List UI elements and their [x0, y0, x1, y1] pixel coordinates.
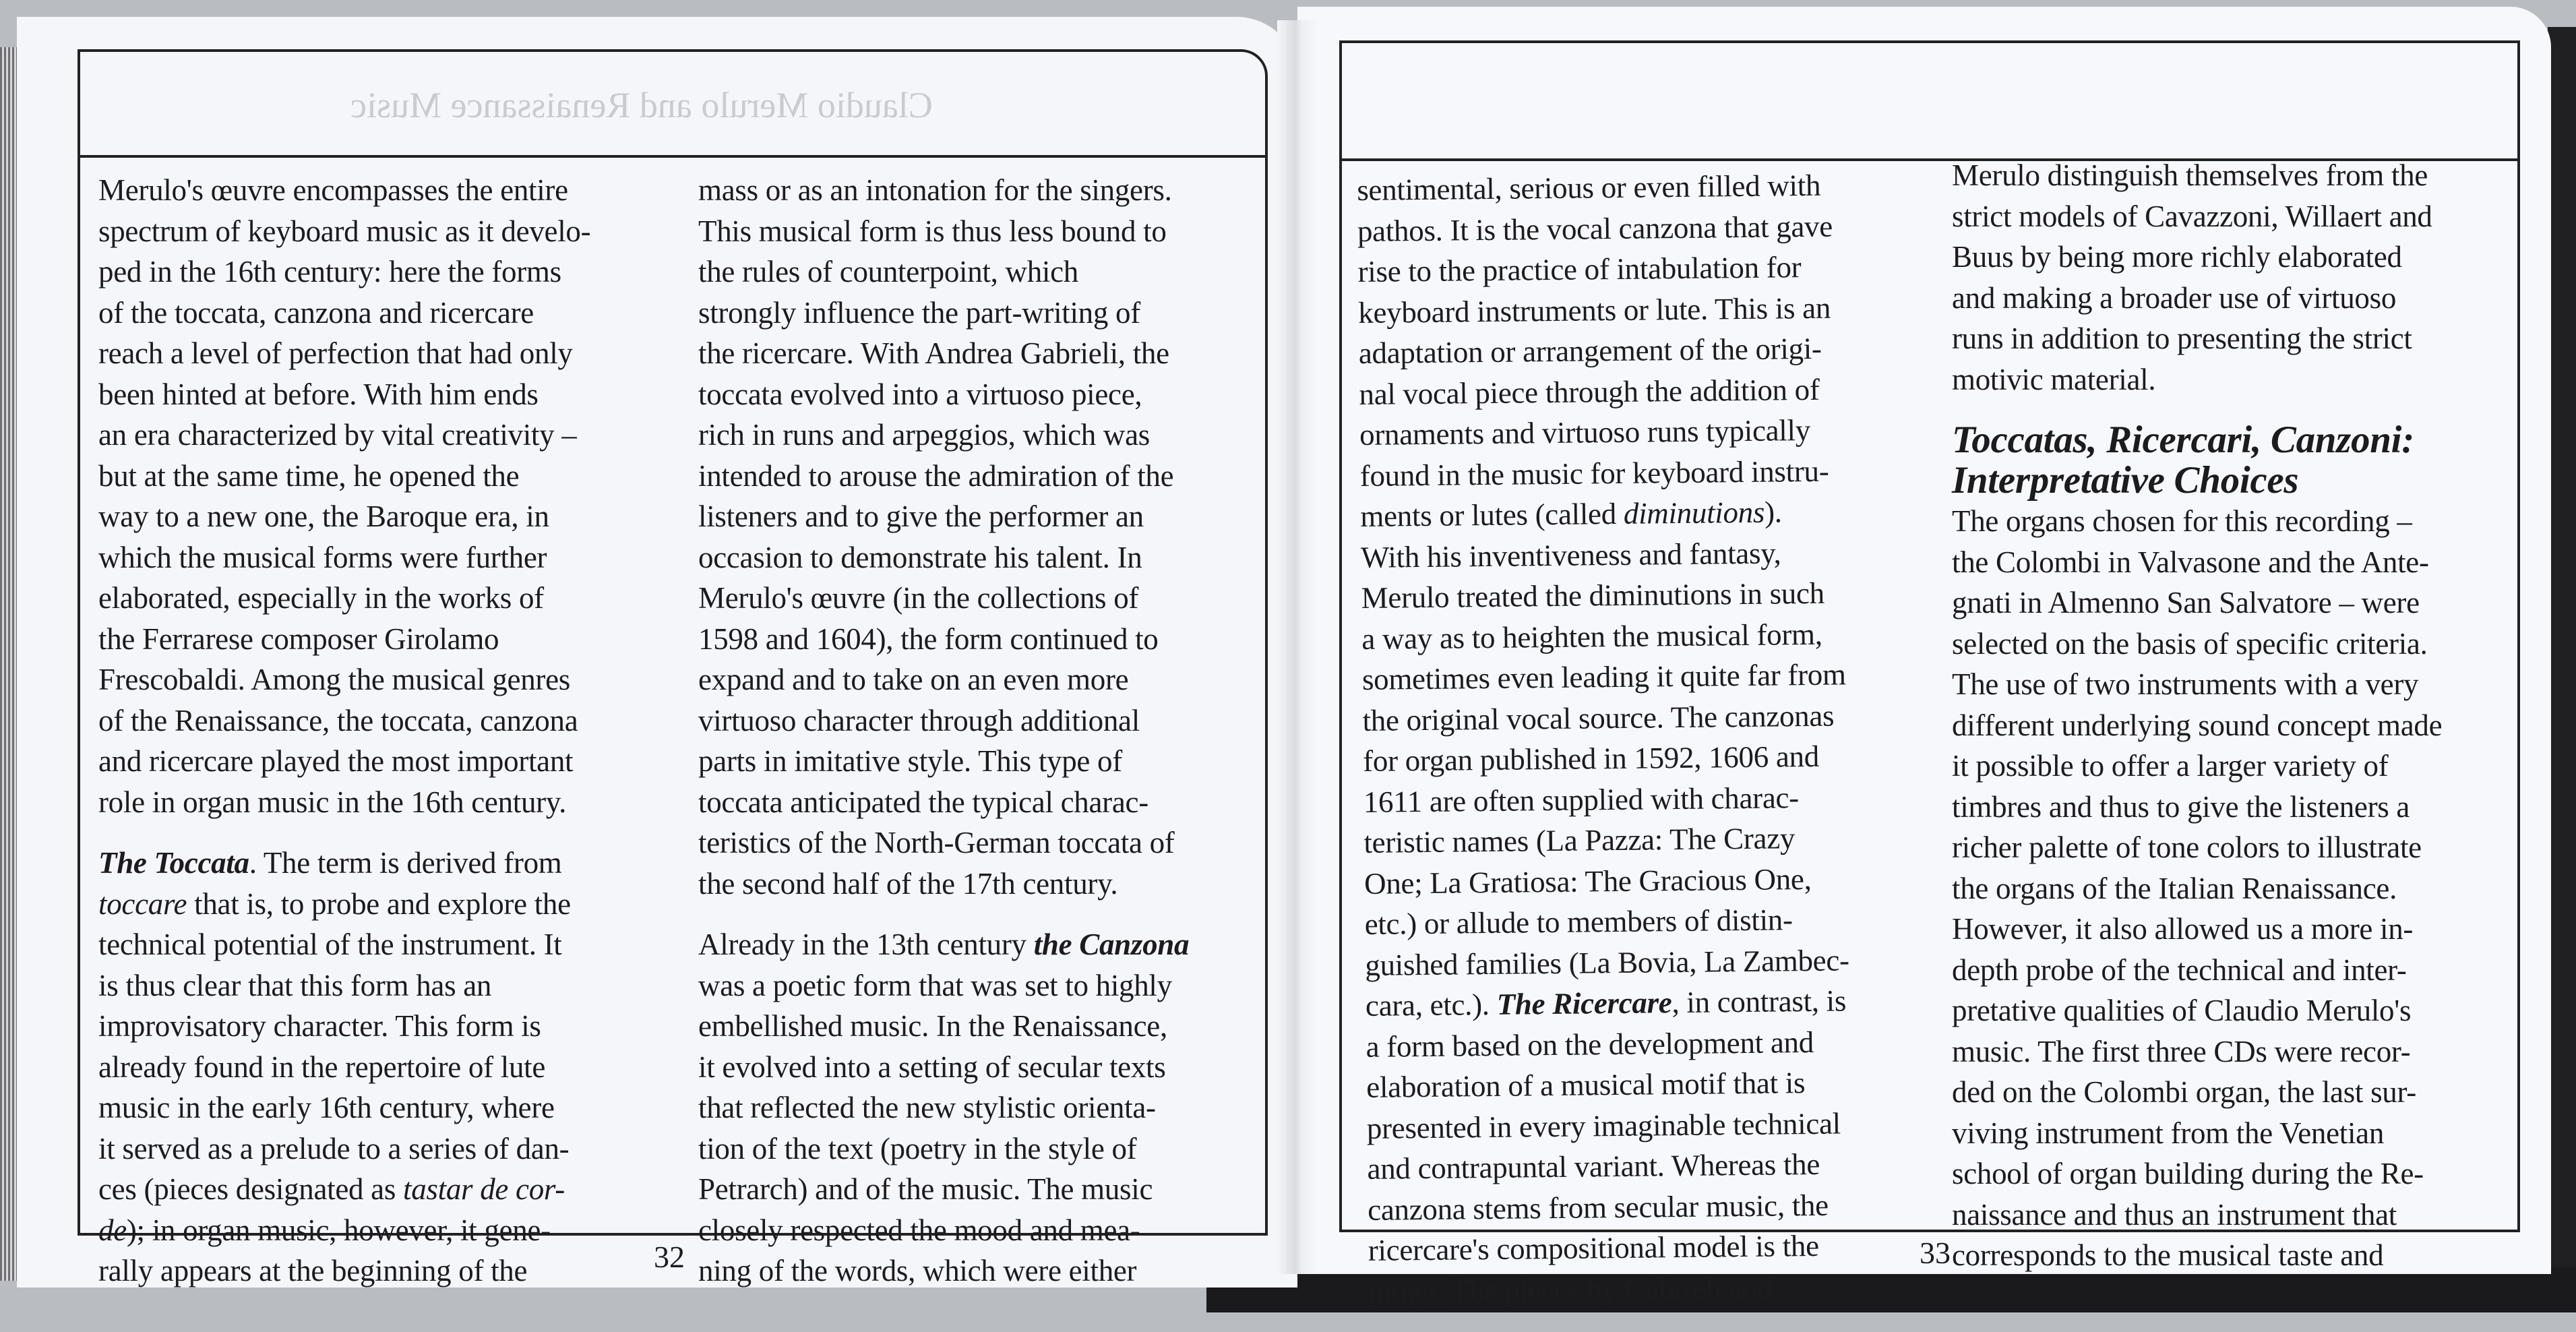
text-run: the second half of the 17th century. [698, 866, 1118, 901]
text-line [1366, 1062, 1851, 1108]
text-run: Buus by being more richly elaborated [1952, 240, 2402, 274]
text-run: parts in imitative style. This type of [698, 744, 1122, 778]
text-run: reach a level of perfection that had only [98, 336, 573, 370]
text-line [1362, 654, 1847, 700]
text-line [1357, 164, 1841, 210]
text-run: improvisatory character. This form is [98, 1009, 541, 1043]
text-run: sentimental, serious or even filled with [1357, 168, 1821, 207]
text-line [1952, 501, 2442, 542]
text-line [698, 782, 1189, 823]
text-run: naissance and thus an instrument that [1952, 1197, 2397, 1232]
text-run: selected on the basis of specific criteria. [1952, 626, 2428, 661]
text-run: school of organ building during the Re- [1952, 1157, 2424, 1190]
text-line [98, 170, 590, 211]
text-line [98, 965, 590, 1006]
text-run: runs in addition to presenting the strict [1952, 322, 2412, 355]
text-run: However, it also allowed us a more in- [1952, 912, 2414, 946]
text-line [1363, 735, 1847, 781]
text-run: canzona stems from secular music, the [1367, 1188, 1829, 1227]
text-line [98, 1250, 590, 1292]
text-line [698, 211, 1189, 252]
text-run: intended to arouse the admiration of the [698, 458, 1174, 493]
running-head-showthrough: Claudio Merulo and Renaissance Music [350, 85, 933, 125]
text-line [698, 924, 1189, 965]
text-run: toccata anticipated the typical charac- [698, 785, 1148, 819]
text-line [1361, 532, 1845, 578]
paragraph [1952, 501, 2442, 1276]
text-run: strict models of Cavazzoni, Willaert and [1952, 199, 2432, 233]
text-line [698, 1250, 1189, 1292]
text-run: ments or lutes (called [1360, 496, 1624, 533]
text-line [698, 700, 1189, 741]
text-line [98, 1047, 590, 1088]
text-run: of the Renaissance, the toccata, canzona [98, 703, 578, 737]
text-line [98, 1087, 590, 1128]
text-line [98, 374, 590, 415]
text-run: With his inventiveness and fantasy, [1360, 535, 1781, 574]
text-run: the Colombi in Valvasone and the Ante- [1952, 545, 2429, 579]
text-line [98, 1169, 590, 1210]
text-line [1368, 1225, 1852, 1271]
book-cover-edge [2548, 27, 2576, 1281]
text-line [1952, 278, 2442, 319]
text-line [1952, 1113, 2442, 1154]
text-line [1359, 450, 1844, 496]
text-run: rally appears at the beginning of the [98, 1254, 528, 1288]
text-run: Merulo treated the diminutions in such [1361, 576, 1825, 615]
text-run: is thus clear that this form has an [98, 968, 492, 1002]
text-run: that is, to probe and explore the [187, 886, 571, 921]
text-line [1952, 624, 2442, 665]
text-line [698, 293, 1189, 334]
text-line [1952, 664, 2442, 705]
right-page-column-1 [1357, 164, 1853, 1331]
text-line [98, 700, 590, 741]
text-line [1952, 155, 2442, 196]
text-run: already found in the repertoire of lute [98, 1050, 546, 1084]
text-line [698, 1047, 1189, 1088]
text-run: ricercare's compositional model is the [1368, 1228, 1819, 1267]
text-line [1359, 409, 1844, 455]
text-run: ded on the Colombi organ, the last sur- [1952, 1075, 2416, 1109]
text-line [98, 251, 590, 293]
section-heading [1952, 420, 2442, 501]
text-run: presented in every imaginable technical [1366, 1106, 1841, 1145]
text-line [98, 333, 590, 374]
text-line [98, 741, 590, 782]
text-run: a form based on the development and [1366, 1025, 1814, 1064]
text-run: closely respected the mood and mea- [698, 1213, 1140, 1247]
text-run: elaborated, especially in the works of [98, 581, 544, 615]
text-line [1952, 318, 2442, 359]
text-run: listeners and to give the performer an [698, 500, 1144, 533]
text-run: and making a broader use of virtuoso [1952, 280, 2397, 315]
text-run: Already in the 13th century [698, 928, 1034, 961]
text-line [98, 496, 590, 537]
left-header-divider [78, 155, 1265, 158]
text-run: teristics of the North-German toccata of [698, 826, 1175, 859]
text-line [698, 822, 1189, 864]
text-line [1952, 746, 2442, 787]
paragraph [698, 924, 1189, 1292]
text-line [1952, 787, 2442, 828]
text-line [1952, 1072, 2442, 1113]
text-line [1358, 287, 1843, 333]
text-run: virtuoso character through additional [698, 703, 1140, 737]
text-line [1365, 940, 1849, 986]
text-line [1362, 695, 1847, 741]
text-line [1952, 868, 2442, 909]
text-run: which the musical forms were further [98, 540, 547, 574]
text-run: and ricercare played the most important [98, 744, 574, 778]
text-run: it possible to offer a larger variety of [1952, 749, 2389, 783]
text-run: richer palette of tone colors to illustrate [1952, 830, 2422, 864]
text-run: music in the early 16th century, where [98, 1091, 555, 1124]
text-line [698, 578, 1189, 619]
text-line [698, 1006, 1189, 1047]
text-run: the organs of the Italian Renaissance. [1952, 871, 2397, 905]
text-run: etc.) or allude to members of distin- [1364, 903, 1793, 941]
text-run: way to a new one, the Baroque era, in [98, 500, 549, 533]
text-run: nal vocal piece through the addition of [1359, 372, 1820, 411]
text-run: pathos. It is the vocal canzona that gave [1357, 209, 1833, 248]
text-line [1357, 206, 1842, 251]
text-line [1952, 827, 2442, 868]
italic-term: tastar de cor- [403, 1172, 565, 1206]
text-run: found in the music for keyboard instru- [1359, 454, 1829, 493]
text-run: mass or as an intonation for the singers. [698, 173, 1172, 207]
text-run: Merulo distinguish themselves from the [1952, 158, 2428, 192]
text-line [1359, 369, 1843, 415]
text-line [1952, 990, 2442, 1031]
text-line [1952, 1153, 2442, 1194]
text-run: guished families (La Bovia, La Zambec- [1365, 942, 1849, 982]
text-line [698, 170, 1189, 211]
text-line [1952, 950, 2442, 991]
bold-italic-term: the Canzona [1033, 928, 1190, 961]
text-run: strongly influence the part-writing of [698, 295, 1140, 330]
text-line [698, 1169, 1189, 1210]
text-line [98, 293, 590, 334]
left-page-column-2 [698, 170, 1189, 1312]
text-run: viving instrument from the Venetian [1952, 1116, 2385, 1150]
text-run: The use of two instruments with a very [1952, 667, 2419, 701]
text-run: motet. The pieces by Gabrieli and [1368, 1270, 1773, 1308]
text-line [1364, 858, 1849, 904]
text-line [698, 1087, 1189, 1128]
text-run: 1598 and 1604), the form continued to [698, 622, 1159, 656]
text-run: expand and to take on an even more [698, 663, 1129, 696]
text-line [1363, 777, 1848, 822]
text-line [1357, 246, 1842, 292]
text-run: . The term is derived from [249, 846, 562, 880]
text-line [1361, 572, 1845, 618]
text-line [1952, 542, 2442, 583]
text-run: an era characterized by vital creativity – [98, 418, 577, 452]
text-run: 1611 are often supplied with charac- [1363, 780, 1800, 819]
text-line [698, 965, 1189, 1006]
page-number-left: 32 [654, 1240, 685, 1274]
paragraph [98, 843, 590, 1292]
text-line [1952, 705, 2442, 746]
text-run: ces (pieces designated as [98, 1172, 404, 1206]
text-line [698, 374, 1189, 415]
text-run: different underlying sound concept made [1952, 708, 2443, 742]
text-run: occasion to demonstrate his talent. In [698, 540, 1142, 574]
text-run: rise to the practice of intabulation for [1357, 250, 1802, 289]
text-run: that reflected the new stylistic orienta- [698, 1091, 1156, 1124]
text-run: was a poetic form that was set to highly [698, 968, 1172, 1002]
text-line [698, 659, 1189, 700]
text-line [698, 496, 1189, 537]
text-run: gnati in Almenno San Salvatore – were [1952, 586, 2420, 619]
text-run: One; La Gratiosa: The Gracious One, [1363, 861, 1812, 901]
text-run: the rules of counterpoint, which [698, 255, 1078, 289]
text-run: Merulo's œuvre (in the collections of [698, 581, 1139, 615]
text-line [98, 843, 590, 884]
text-run: corresponds to the musical taste and [1952, 1238, 2384, 1272]
text-line [98, 1210, 590, 1251]
text-line [98, 537, 590, 578]
text-line [698, 537, 1189, 578]
text-run: role in organ music in the 16th century. [98, 785, 567, 819]
text-line [98, 578, 590, 619]
text-run: technical potential of the instrument. It [98, 928, 562, 961]
text-run: the Ferrarese composer Girolamo [98, 622, 499, 656]
text-run: spectrum of keyboard music as it develo- [98, 214, 591, 248]
italic-term: diminutions [1623, 495, 1765, 531]
text-line [1952, 196, 2442, 237]
text-line [98, 456, 590, 497]
book-gutter [1277, 20, 1318, 1274]
text-run: embellished music. In the Renaissance, [698, 1009, 1167, 1043]
text-line [98, 659, 590, 700]
text-run: and contrapuntal variant. Whereas the [1367, 1147, 1820, 1186]
text-run: a way as to heighten the musical form, [1361, 617, 1822, 656]
text-line [1359, 328, 1843, 373]
text-line [1360, 491, 1845, 537]
text-line [98, 619, 590, 660]
text-line [1361, 613, 1846, 659]
paragraph [1952, 155, 2442, 400]
text-run: been hinted at before. With him ends [98, 377, 539, 411]
text-line [698, 415, 1189, 456]
text-run: , in contrast, is [1672, 983, 1847, 1020]
text-run: for organ published in 1592, 1606 and [1362, 739, 1820, 778]
text-line [698, 333, 1189, 374]
text-line [1368, 1184, 1852, 1230]
text-line [98, 782, 590, 823]
text-line [698, 1128, 1189, 1170]
right-page-column-2 [1952, 155, 2442, 1296]
text-run: it evolved into a setting of secular texts [698, 1050, 1166, 1084]
text-line [1366, 980, 1850, 1026]
text-line [698, 251, 1189, 293]
text-run: ). [1764, 495, 1782, 529]
text-line [1367, 1103, 1851, 1149]
heading-line: Toccatas, Ricercari, Canzoni: [1952, 419, 2414, 461]
italic-term: de [98, 1213, 127, 1247]
text-line [1952, 359, 2442, 400]
text-line [1952, 909, 2442, 950]
text-run: rich in runs and arpeggios, which was [698, 418, 1150, 452]
text-run: tion of the text (poetry in the style of [698, 1131, 1137, 1166]
text-run: depth probe of the technical and inter- [1952, 952, 2407, 987]
text-run: Petrarch) and of the music. The music [698, 1172, 1153, 1206]
text-run: toccata evolved into a virtuoso piece, [698, 377, 1142, 411]
page-number-right: 33 [1920, 1236, 1951, 1270]
text-line [1368, 1266, 1853, 1312]
text-line [1363, 817, 1848, 863]
text-line [698, 456, 1189, 497]
text-run: it served as a prelude to a series of dan- [98, 1131, 570, 1166]
text-run: adaptation or arrangement of the origi- [1358, 331, 1822, 370]
text-line [1952, 1235, 2442, 1276]
text-run: ornaments and virtuoso runs typically [1359, 413, 1811, 452]
text-line [98, 924, 590, 965]
text-line [1952, 1031, 2442, 1072]
text-run: The organs chosen for this recording – [1952, 504, 2412, 538]
text-run: keyboard instruments or lute. This is an [1357, 291, 1831, 330]
text-run: elaboration of a musical motif that is [1366, 1066, 1806, 1104]
text-line [98, 1006, 590, 1047]
text-line [1952, 1194, 2442, 1236]
text-run: Frescobaldi. Among the musical genres [98, 663, 571, 696]
text-line [1952, 582, 2442, 624]
paragraph [98, 170, 590, 822]
text-run: ped in the 16th century: here the forms [98, 255, 561, 289]
text-run: teristic names (La Pazza: The Crazy [1363, 821, 1796, 859]
text-line [1367, 1143, 1851, 1189]
text-line [698, 619, 1189, 660]
bold-italic-term: The Ricercare [1496, 986, 1672, 1021]
text-run: ning of the words, which were either [698, 1254, 1137, 1288]
text-line [1952, 237, 2442, 278]
text-line [98, 1128, 590, 1170]
text-run: cara, etc.). [1365, 987, 1497, 1023]
paragraph [698, 170, 1189, 904]
italic-term: toccare [98, 886, 187, 921]
text-line [698, 1210, 1189, 1251]
text-line [1366, 1021, 1850, 1067]
text-run: the original vocal source. The canzonas [1362, 698, 1835, 737]
text-line [698, 864, 1189, 905]
text-run: Merulo's œuvre encompasses the entire [98, 173, 568, 207]
paragraph [1357, 164, 1853, 1311]
text-line [98, 415, 590, 456]
text-run: motivic material. [1952, 362, 2156, 396]
text-line [98, 884, 590, 925]
text-run: pretative qualities of Claudio Merulo's [1952, 994, 2412, 1027]
text-run: the ricercare. With Andrea Gabrieli, the [698, 336, 1169, 370]
text-run: timbres and thus to give the listeners a [1952, 789, 2410, 824]
text-run: This musical form is thus less bound to [698, 214, 1167, 248]
text-run: music. The first three CDs were recor- [1952, 1034, 2411, 1068]
bold-italic-term: The Toccata [98, 846, 249, 880]
text-line [698, 741, 1189, 782]
text-line [1364, 899, 1849, 944]
text-run: ); in organ music, however, it gene- [126, 1213, 551, 1247]
left-page-column-1 [98, 170, 590, 1312]
heading-line: Interpretative Choices [1952, 459, 2299, 502]
text-line [98, 211, 590, 252]
text-run: of the toccata, canzona and ricercare [98, 295, 534, 330]
text-run: sometimes even leading it quite far from [1361, 657, 1846, 696]
text-run: but at the same time, he opened the [98, 458, 520, 493]
